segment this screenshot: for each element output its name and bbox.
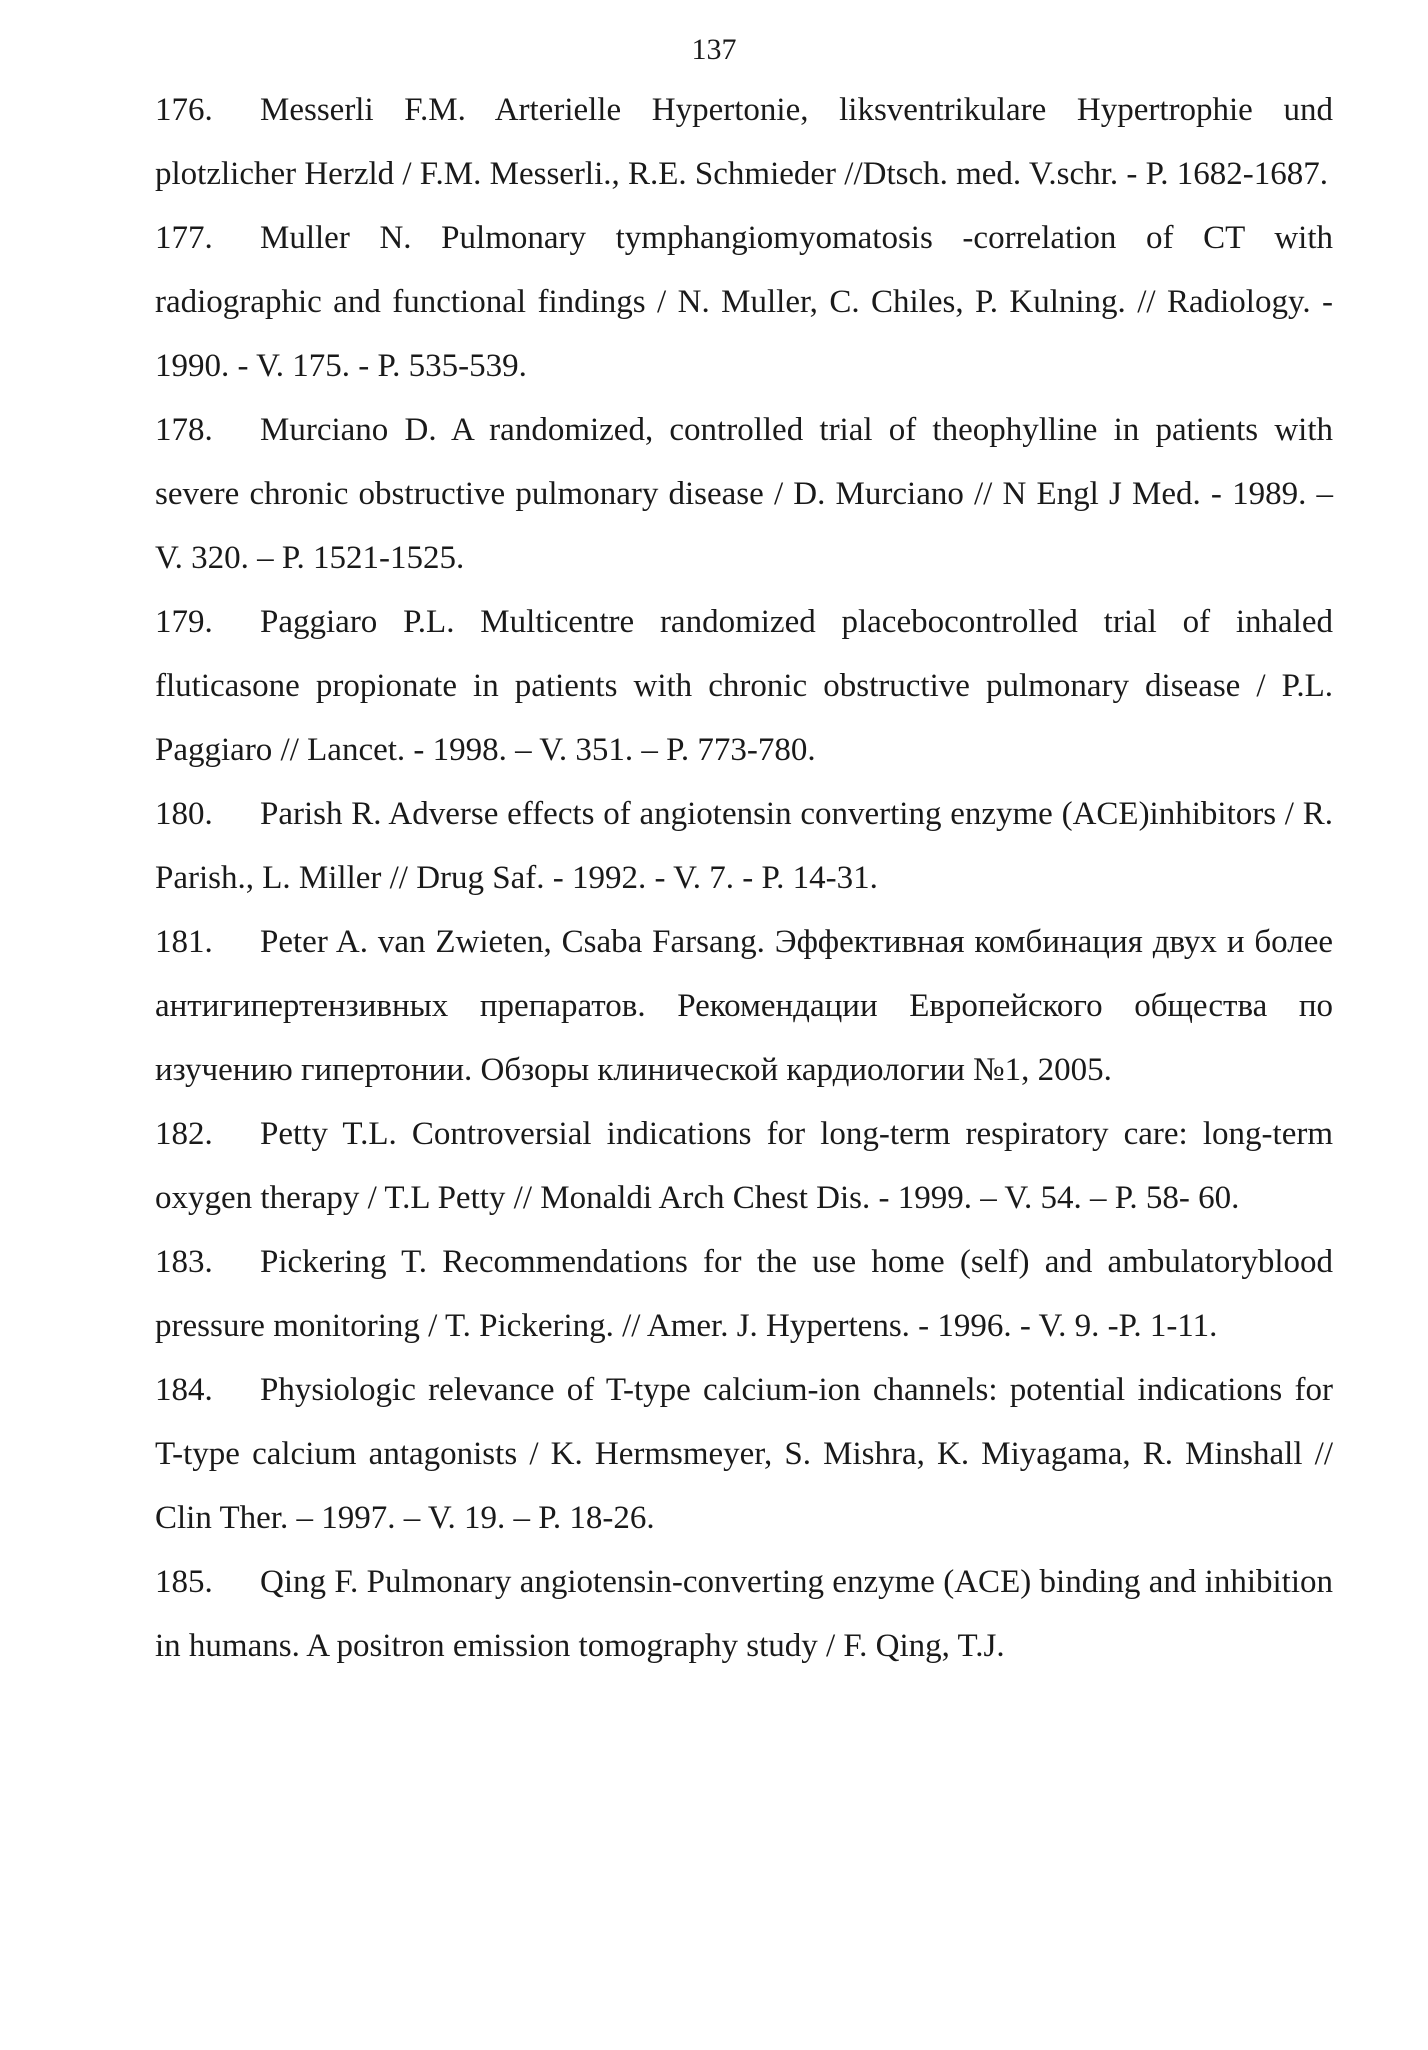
reference-text: Muller N. Pulmonary tymphangiomyomatosis -correlation of CT with radiographic and functional findings / N. Muller, C. Chiles, P. Kulning. // Radiology. - 1990. - V. 175. - P. 535-539. xyxy=(155,220,1333,384)
reference-text: Physiologic relevance of T-type calcium-ion channels: potential indications for T-type calcium antagonists / K. Hermsmeyer, S. Mishra, K. Miyagama, R. Minshall // Clin Ther. – 1997. – V. 19. – P. 18-26. xyxy=(155,1372,1333,1536)
reference-number: 177. xyxy=(155,220,213,256)
reference-text: Qing F. Pulmonary angiotensin-converting enzyme (ACE) binding and inhibition in humans. A positron emission tomography study / F. Qing, T.J. xyxy=(155,1564,1333,1664)
reference-number: 181. xyxy=(155,924,213,960)
reference-item xyxy=(155,206,1333,398)
reference-item xyxy=(155,78,1333,206)
reference-number: 176. xyxy=(155,92,213,128)
reference-number: 182. xyxy=(155,1116,213,1152)
reference-number: 178. xyxy=(155,412,213,448)
reference-item xyxy=(155,782,1333,910)
reference-number: 185. xyxy=(155,1564,213,1600)
reference-number: 179. xyxy=(155,604,213,640)
reference-item xyxy=(155,1358,1333,1550)
reference-text: Peter A. van Zwieten, Csaba Farsang. Эффективная комбинация двух и более антигипертензивных препаратов. Рекомендации Европейского общества по изучению гипертонии. Обзоры клинической кардиологии №1, 2005. xyxy=(155,924,1333,1088)
reference-text: Paggiaro P.L. Multicentre randomized placebocontrolled trial of inhaled fluticasone propionate in patients with chronic obstructive pulmonary disease / P.L. Paggiaro // Lancet. - 1998. – V. 351. – P. 773-780. xyxy=(155,604,1333,768)
reference-item xyxy=(155,398,1333,590)
reference-number: 183. xyxy=(155,1244,213,1280)
reference-item xyxy=(155,1102,1333,1230)
reference-number: 184. xyxy=(155,1372,213,1408)
reference-text: Petty T.L. Controversial indications for long-term respiratory care: long-term oxygen therapy / T.L Petty // Monaldi Arch Chest Dis. - 1999. – V. 54. – P. 58- 60. xyxy=(155,1116,1333,1216)
reference-item xyxy=(155,910,1333,1102)
reference-text: Messerli F.M. Arterielle Hypertonie, liksventrikulare Hypertrophie und plotzlicher Herzld / F.M. Messerli., R.E. Schmieder //Dtsch. med. V.schr. - P. 1682-1687. xyxy=(155,92,1333,192)
reference-text: Murciano D. A randomized, controlled trial of theophylline in patients with severe chronic obstructive pulmonary disease / D. Murciano // N Engl J Med. - 1989. – V. 320. – P. 1521-1525. xyxy=(155,412,1333,576)
reference-text: Parish R. Adverse effects of angiotensin converting enzyme (ACE)inhibitors / R. Parish., L. Miller // Drug Saf. - 1992. - V. 7. - P. 14-31. xyxy=(155,796,1333,896)
reference-item xyxy=(155,1230,1333,1358)
reference-item xyxy=(155,1550,1333,1678)
reference-list xyxy=(155,78,1333,1678)
reference-text: Pickering T. Recommendations for the use home (self) and ambulatoryblood pressure monitoring / T. Pickering. // Amer. J. Hypertens. - 1996. - V. 9. -P. 1-11. xyxy=(155,1244,1333,1344)
reference-item xyxy=(155,590,1333,782)
page-number: 137 xyxy=(691,33,737,66)
reference-number: 180. xyxy=(155,796,213,832)
